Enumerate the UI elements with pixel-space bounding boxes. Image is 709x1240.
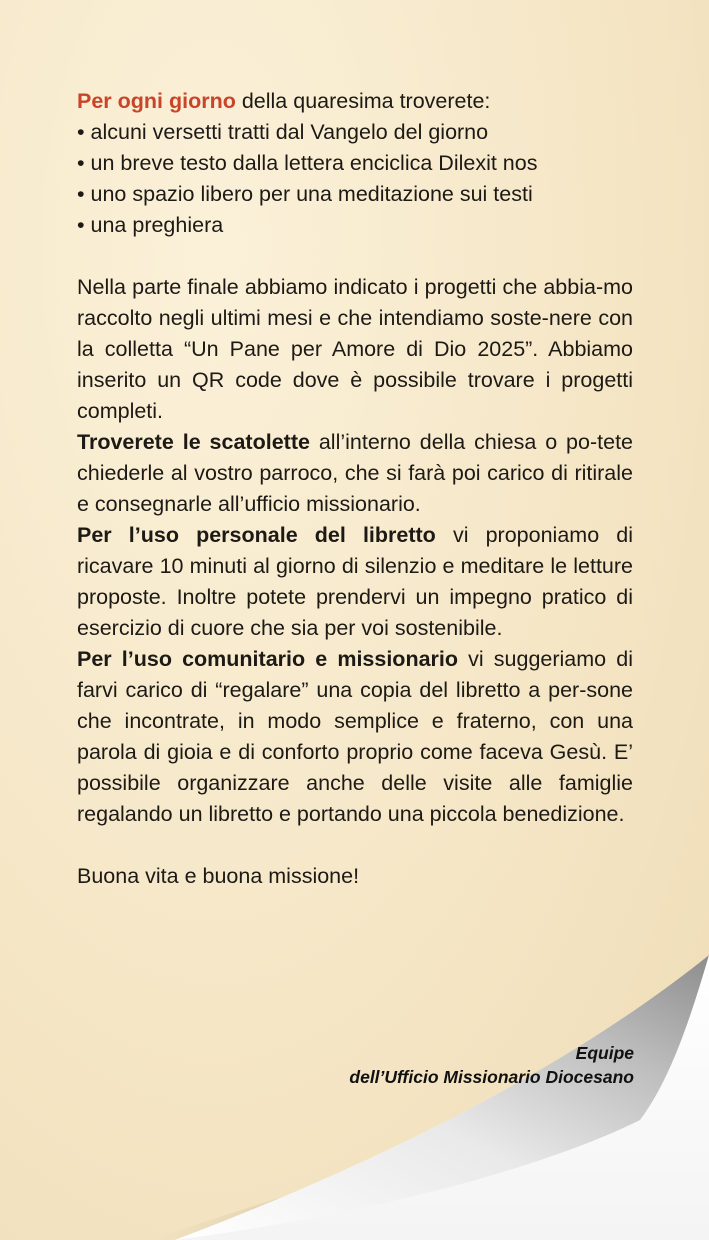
document-body (77, 86, 633, 892)
paragraph-boxes (77, 427, 633, 520)
paragraph-community-bold: Per l’uso comunitario e missionario (77, 647, 459, 671)
closing-line: Buona vita e buona missione! (77, 864, 360, 888)
paragraph-community-text: vi suggeriamo di farvi carico di “regalare” una copia del libretto a per-sone che incontrate, in modo semplice e fraterno, con una parola di gioia e di conforto proprio come faceva Gesù. E’ possibile organizzare anche delle visite alle famiglie regalando un libretto e portando una piccola benedizione. (77, 647, 633, 826)
list-item (77, 148, 633, 179)
paragraph-personal-bold: Per l’uso personale del libretto (77, 523, 436, 547)
spacer (77, 830, 633, 861)
bullet: • (77, 182, 85, 206)
list-item-text: alcuni versetti tratti dal Vangelo del giorno (90, 120, 489, 144)
list-item (77, 210, 633, 241)
bullet: • (77, 120, 85, 144)
intro-list (77, 117, 633, 241)
list-item-text: una preghiera (90, 213, 224, 237)
list-item-text: un breve testo dalla lettera enciclica Dilexit nos (90, 151, 538, 175)
signature-line-1: Equipe (575, 1043, 634, 1063)
paragraph-boxes-bold: Troverete le scatolette (77, 430, 310, 454)
signature (349, 1041, 634, 1089)
bullet: • (77, 213, 85, 237)
list-item (77, 179, 633, 210)
intro-lead-text: della quaresima troverete: (235, 89, 491, 113)
bullet: • (77, 151, 85, 175)
signature-line-2: dell’Ufficio Missionario Diocesano (349, 1067, 634, 1087)
list-item (77, 117, 633, 148)
intro-highlight: Per ogni giorno (77, 89, 236, 113)
paragraph-personal-text: vi proponiamo di ricavare 10 minuti al giorno di silenzio e meditare le letture proposte. Inoltre potete prendervi un impegno pratico di esercizio di cuore che sia per voi sostenibile. (77, 523, 634, 640)
paragraph-personal-use (77, 520, 633, 644)
spacer (77, 241, 633, 272)
paragraph-boxes-text: all’interno della chiesa o po-tete chiederle al vostro parroco, che si farà poi carico di ritirale e consegnarle all’ufficio missionario. (77, 430, 633, 516)
paragraph-projects: Nella parte finale abbiamo indicato i progetti che abbia-mo raccolto negli ultimi mesi e che intendiamo soste-nere con la colletta “Un Pane per Amore di Dio 2025”. Abbiamo inserito un QR code dove è possibile trovare i progetti completi. (77, 275, 633, 423)
paragraph-community-use (77, 644, 633, 830)
list-item-text: uno spazio libero per una meditazione sui testi (90, 182, 533, 206)
intro-lead (77, 86, 633, 117)
